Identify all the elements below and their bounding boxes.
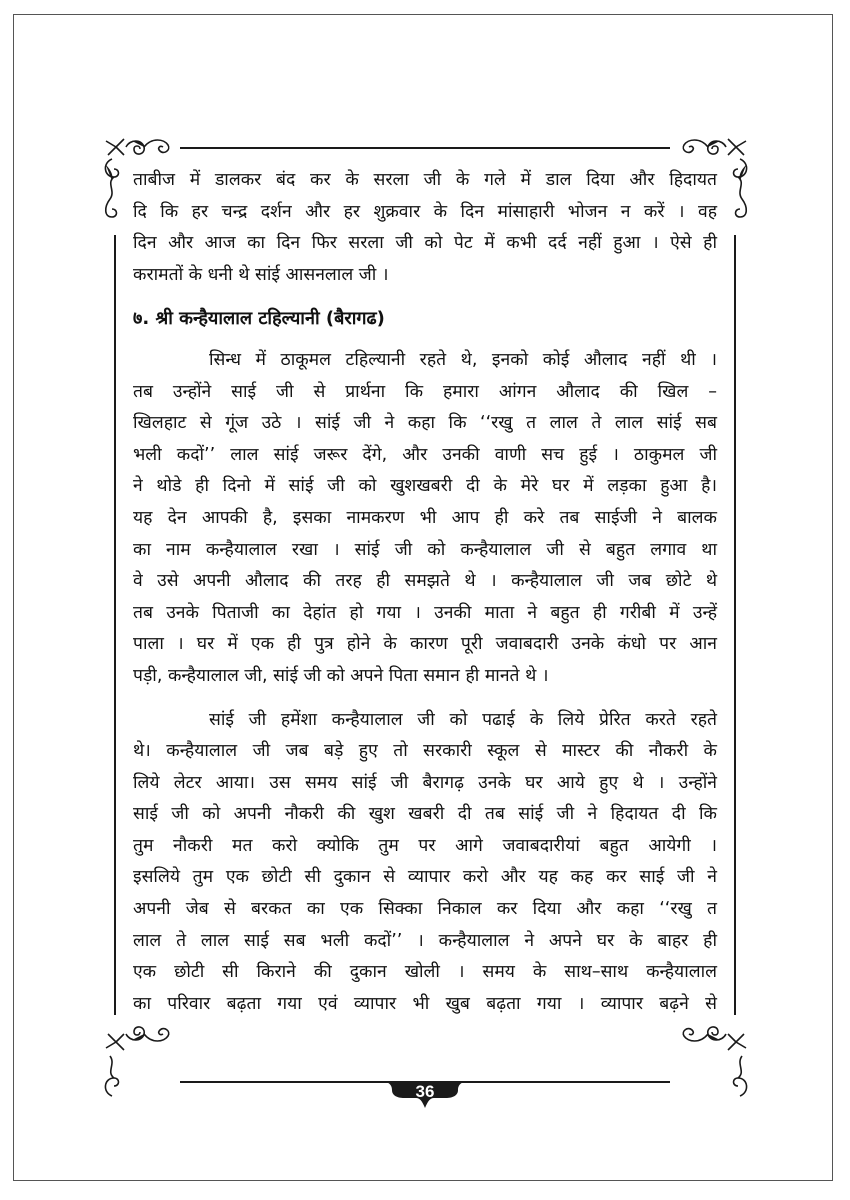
text-line: खिलहाट से गूंज उठे । सांई जी ने कहा कि ‘‘रखु त लाल ते लाल सांई सब (133, 413, 717, 434)
text-line: भली कदों’’ लाल सांई जरूर देंगे, और उनकी वाणी सच हुई । ठाकुमल जी (133, 444, 717, 465)
text-line: वे उसे अपनी औलाद की तरह ही समझते थे । कन्हैयालाल जी जब छोटे थे (133, 571, 717, 592)
text-line: का परिवार बढ़ता गया एवं व्यापार भी खुब बढ़ता गया । व्यापार बढ़ने से (133, 993, 717, 1014)
text-line: पाला । घर में एक ही पुत्र होने के कारण पूरी जवाबदारी उनके कंधो पर आन (133, 634, 717, 655)
text-line: तब उन्होंने साई जी से प्रार्थना कि हमारा आंगन औलाद की खिल – (133, 381, 717, 402)
text-line: ताबीज में डालकर बंद कर के सरला जी के गले में डाल दिया और हिदायत (133, 170, 717, 190)
text-line: एक छोटी सी किराने की दुकान खोली । समय के साथ–साथ कन्हैयालाल (133, 962, 717, 983)
paragraph-2 (133, 705, 717, 1021)
text-line: दिन और आज का दिन फिर सरला जी को पेट में कभी दर्द नहीं हुआ । ऐसे ही (133, 233, 717, 254)
text-line: ने थोडे ही दिनो में सांई जी को खुशखबरी दी के मेरे घर में लड़का हुआ है। (133, 476, 717, 497)
corner-ornament-icon (102, 1010, 182, 1110)
section-heading: ७. श्री कन्हैयालाल टहिल्यानी (बैरागढ) (133, 308, 385, 330)
text-line: दि कि हर चन्द्र दर्शन और हर शुक्रवार के दिन मांसाहारी भोजन न करें । वह (133, 201, 717, 222)
paragraph-1 (133, 345, 717, 693)
corner-ornament-icon (670, 1010, 750, 1110)
text-line: लिये लेटर आया। उस समय सांई जी बैरागढ़ उनके घर आये हुए थे । उन्होंने (133, 772, 717, 793)
text-line: इसलिये तुम एक छोटी सी दुकान से व्यापार करो और यह कह कर साई जी ने (133, 867, 717, 888)
text-line: तुम नौकरी मत करो क्योकि तुम पर आगे जवाबदारीयां बहुत आयेगी । (133, 835, 717, 856)
page-body (133, 165, 717, 1020)
text-line: अपनी जेब से बरकत का एक सिक्का निकाल कर दिया और कहा ‘‘रखु त (133, 899, 717, 920)
text-line: करामतों के धनी थे सांई आसनलाल जी । (133, 264, 389, 285)
text-line: सांई जी हमेंशा कन्हैयालाल जी को पढाई के लिये प्रेरित करते रहते (209, 709, 717, 730)
frame-top-rule (180, 147, 670, 149)
text-line: तब उनके पिताजी का देहांत हो गया । उनकी माता ने बहुत ही गरीबी में उन्हें (133, 602, 717, 623)
text-line: साई जी को अपनी नौकरी की खुश खबरी दी तब सांई जी ने हिदायत दी कि (133, 804, 717, 825)
intro-paragraph (133, 165, 717, 291)
page-number: 36 (415, 1082, 435, 1101)
frame-right-rule (734, 235, 736, 1015)
text-line: सिन्ध में ठाकूमल टहिल्यानी रहते थे, इनको कोई औलाद नहीं थी । (209, 349, 717, 370)
text-line: यह देन आपकी है, इसका नामकरण भी आप ही करे तब साईजी ने बालक (133, 507, 717, 528)
text-line: पड़ी, कन्हैयालाल जी, सांई जी को अपने पिता समान ही मानते थे । (133, 665, 549, 686)
text-line: थे। कन्हैयालाल जी जब बड़े हुए तो सरकारी स्कूल से मास्टर की नौकरी के (133, 741, 717, 762)
text-line: लाल ते लाल साई सब भली कदों’’ । कन्हैयालाल ने अपने घर के बाहर ही (133, 930, 717, 951)
text-line: का नाम कन्हैयालाल रखा । सांई जी को कन्हैयालाल जी से बहुत लगाव था (133, 539, 717, 560)
frame-left-rule (114, 235, 116, 1015)
